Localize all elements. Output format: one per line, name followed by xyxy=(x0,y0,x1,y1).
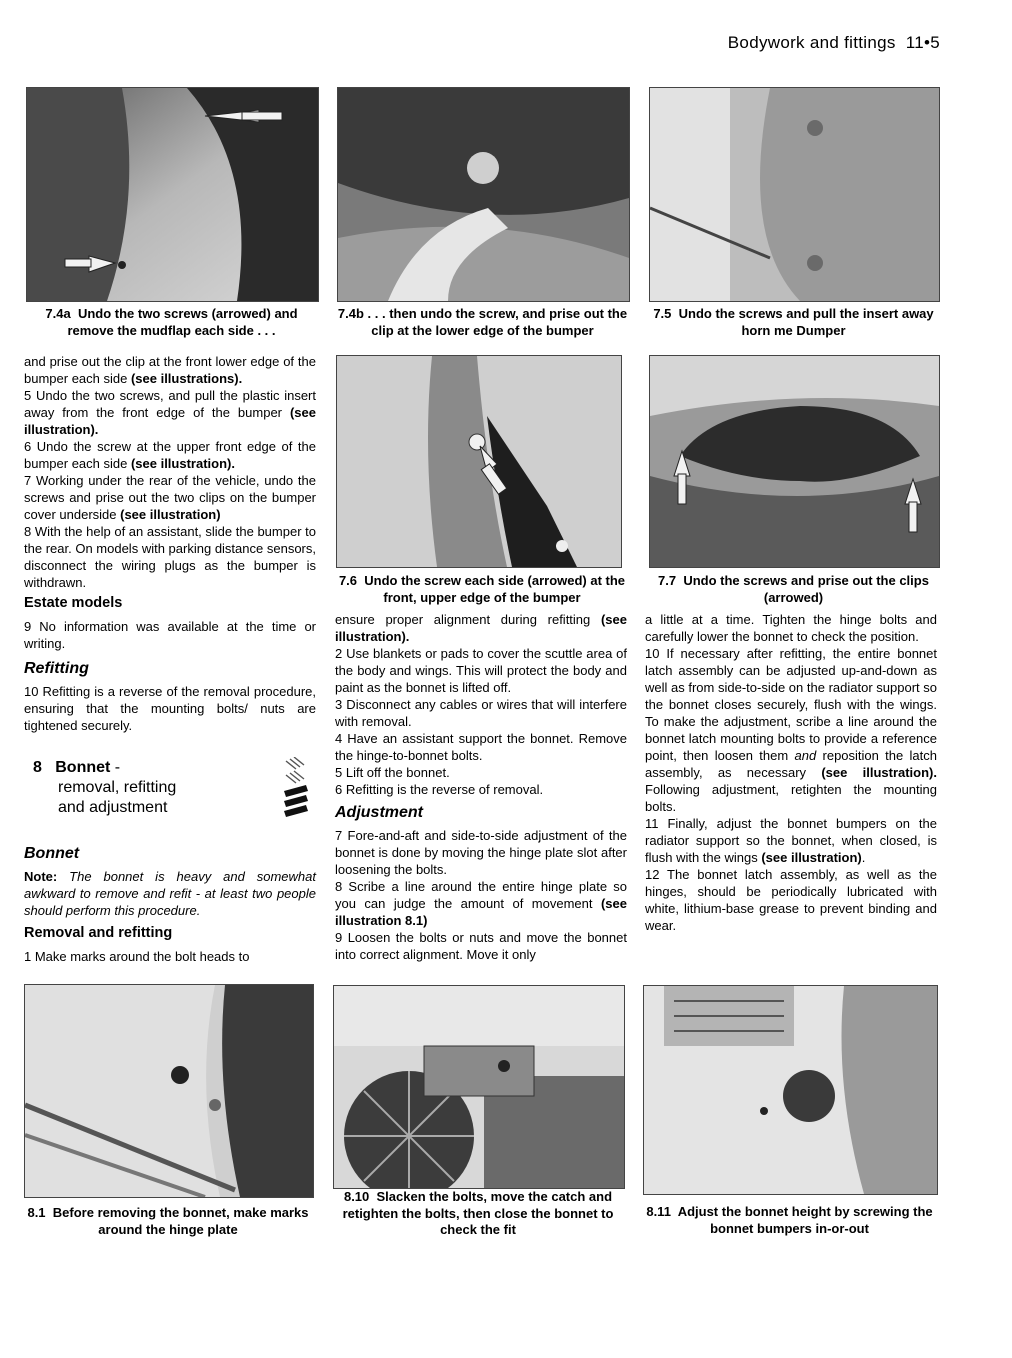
paragraph: a little at a time. Tighten the hinge bolts and carefully lower the bonnet to check the position. xyxy=(645,612,937,644)
paragraph: and prise out the clip at the front lower edge of the bumper each side (see illustrations). xyxy=(24,354,316,386)
paragraph: 9 Loosen the bolts or nuts and move the bonnet into correct alignment. Move it only xyxy=(335,930,627,962)
header-title: Bodywork and fittings xyxy=(727,33,896,52)
paragraph: 8 Scribe a line around the entire hinge plate so you can judge the amount of movement (see illustration 8.1) xyxy=(335,879,627,928)
column-1-text xyxy=(24,353,316,734)
photo-7-5 xyxy=(649,87,940,302)
column-1-bonnet-text xyxy=(24,845,316,965)
caption-8-10: 8.10 Slacken the bolts, move the catch and retighten the bolts, then close the bonnet to check the fit xyxy=(342,1189,614,1237)
caption-7-6: 7.6 Undo the screw each side (arrowed) at the front, upper edge of the bumper xyxy=(338,573,626,605)
photo-7-4b xyxy=(337,87,630,302)
heading-bonnet: Bonnet xyxy=(24,845,80,862)
photo-8-11 xyxy=(643,985,938,1195)
header-page-number: 11•5 xyxy=(905,33,940,52)
photo-8-1 xyxy=(24,984,314,1198)
column-2-text xyxy=(335,611,627,963)
heading-adjustment: Adjustment xyxy=(335,804,423,821)
photo-7-6 xyxy=(336,355,622,568)
paragraph: 11 Finally, adjust the bonnet bumpers on the radiator support so the bonnet, when closed, is flush with the wings (see illustration). xyxy=(645,816,937,865)
note-paragraph: Note: The bonnet is heavy and somewhat awkward to remove and refit - at least two people should perform this procedure. xyxy=(24,869,316,918)
paragraph: 7 Fore-and-aft and side-to-side adjustment of the bonnet is done by moving the hinge plate slot after loosening the bolts. xyxy=(335,828,627,877)
section-8-title: 8 Bonnet - removal, refitting and adjustment xyxy=(33,759,177,816)
paragraph: 10 If necessary after refitting, the entire bonnet latch assembly can be adjusted up-and-down as well as from side-to-side on the radiator support so the bonnet closes securely, flush with the wings. To make the adjustment, scribe a line around the bonnet latch mounting bolts to provide a reference point, then loosen them and reposition the latch assembly, as necessary (see illustration). Following adjustment, retighten the mounting bolts. xyxy=(645,646,938,814)
photo-7-7 xyxy=(649,355,940,568)
page-header xyxy=(728,33,940,53)
caption-7-4a: 7.4a Undo the two screws (arrowed) and remove the mudflap each side . . . xyxy=(45,306,298,338)
paragraph: 7 Working under the rear of the vehicle, undo the screws and prise out the two clips on the bumper cover underside (see illustration) xyxy=(24,473,316,522)
paragraph: 12 The bonnet latch assembly, as well as the hinges, should be periodically lubricated with white, lithium-base grease to prevent binding and wear. xyxy=(645,867,937,933)
paragraph: 5 Lift off the bonnet. xyxy=(335,765,450,780)
paragraph: 1 Make marks around the bolt heads to xyxy=(24,949,250,964)
paragraph: 2 Use blankets or pads to cover the scuttle area of the body and wings. This will protect the body and paint as the bonnet is lifted off. xyxy=(335,646,627,695)
heading-estate-models: Estate models xyxy=(24,595,123,611)
column-3-text xyxy=(645,611,937,934)
caption-8-11: 8.11 Adjust the bonnet height by screwing the bonnet bumpers in-or-out xyxy=(646,1204,933,1236)
paragraph: 6 Undo the screw at the upper front edge of the bumper each side (see illustration). xyxy=(24,439,316,471)
paragraph: 8 With the help of an assistant, slide the bumper to the rear. On models with parking distance sensors, disconnect the wiring plugs as the bumper is withdrawn. xyxy=(24,524,316,590)
paragraph: 9 No information was available at the time or writing. xyxy=(24,619,316,651)
photo-8-10 xyxy=(333,985,625,1189)
photo-7-4a xyxy=(26,87,319,302)
heading-removal-refitting: Removal and refitting xyxy=(24,925,173,941)
paragraph: 10 Refitting is a reverse of the removal procedure, ensuring that the mounting bolts/ nuts are tightened securely. xyxy=(24,684,316,733)
paragraph: 3 Disconnect any cables or wires that will interfere with removal. xyxy=(335,697,627,729)
paragraph: ensure proper alignment during refitting (see illustration). xyxy=(335,612,627,644)
caption-7-5: 7.5 Undo the screws and pull the insert away horn me Dumper xyxy=(653,306,934,338)
caption-7-4b: 7.4b . . . then undo the screw, and prise out the clip at the lower edge of the bumper xyxy=(337,306,628,338)
difficulty-spanner-icon xyxy=(280,757,314,821)
heading-refitting: Refitting xyxy=(24,660,89,677)
paragraph: 6 Refitting is the reverse of removal. xyxy=(335,782,544,797)
caption-8-1: 8.1 Before removing the bonnet, make marks around the hinge plate xyxy=(27,1205,309,1237)
caption-7-7: 7.7 Undo the screws and prise out the clips (arrowed) xyxy=(658,573,929,605)
paragraph: 4 Have an assistant support the bonnet. Remove the hinge-to-bonnet bolts. xyxy=(335,731,627,763)
paragraph: 5 Undo the two screws, and pull the plastic insert away from the front edge of the bumper (see illustration). xyxy=(24,388,316,437)
